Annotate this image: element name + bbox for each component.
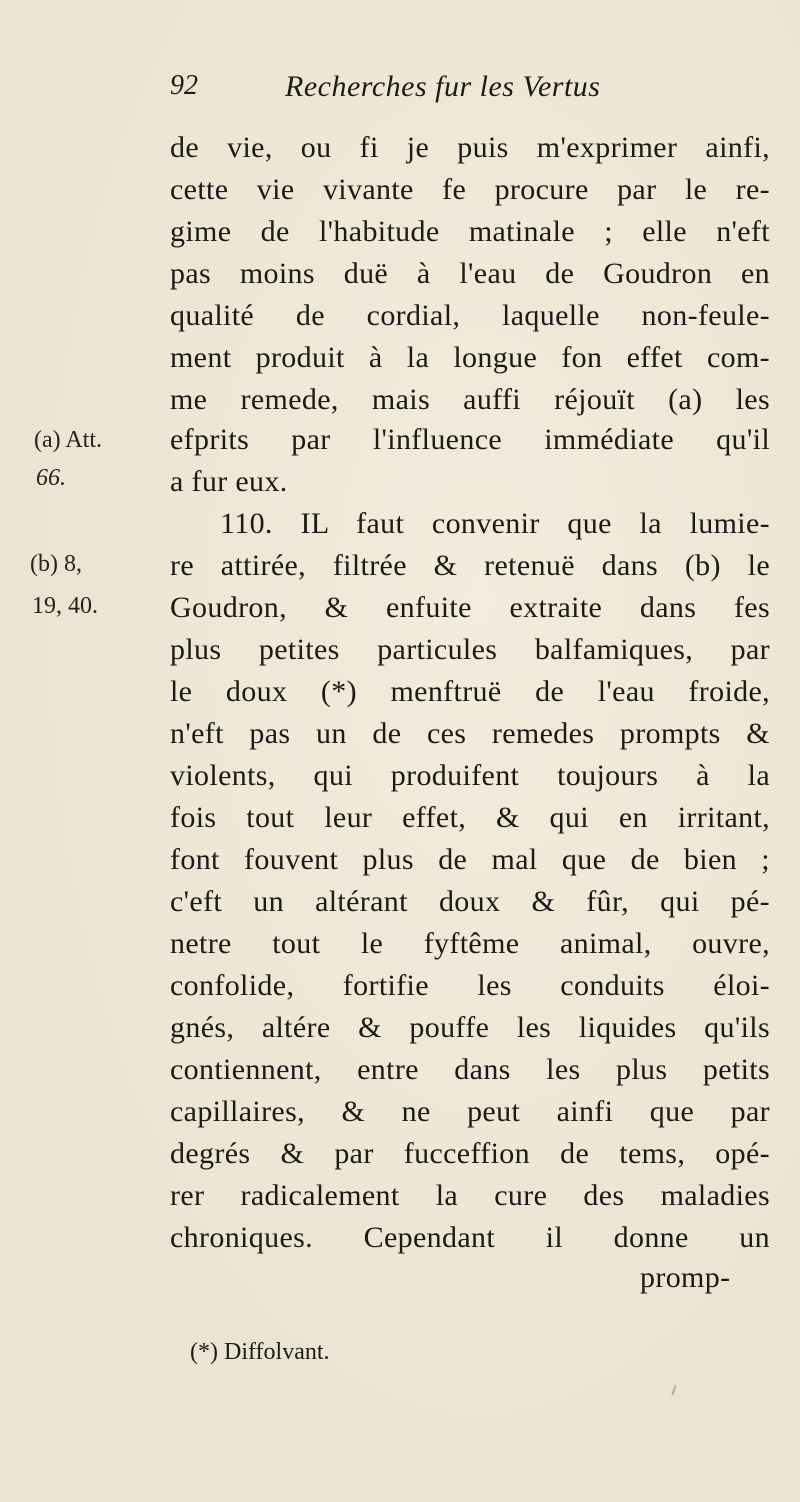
text-line: chroniques. Cependant il donne un <box>170 1221 770 1254</box>
page-header <box>170 70 730 120</box>
text-line: confolide, fortifie les conduits éloi- <box>170 969 770 1002</box>
text-line: ment produit à la longue fon effet com- <box>170 341 770 374</box>
text-line: a fur eux. <box>170 465 288 498</box>
text-line: netre tout le fyftême animal, ouvre, <box>170 927 770 960</box>
margin-note-a: (a) Att. <box>34 427 102 453</box>
text-line: font fouvent plus de mal que de bien ; <box>170 843 770 876</box>
text-line: cette vie vivante fe procure par le re- <box>170 173 770 206</box>
text-line: gime de l'habitude matinale ; elle n'eft <box>170 215 770 248</box>
text-line: contiennent, entre dans les plus petits <box>170 1053 770 1086</box>
text-line: rer radicalement la cure des maladies <box>170 1179 770 1212</box>
margin-note-a-cont: 66. <box>36 465 66 491</box>
ink-mark <box>671 1385 676 1395</box>
paragraph-start-line: 110. IL faut convenir que la lumie- <box>220 507 770 540</box>
text-line: re attirée, filtrée & retenuë dans (b) le <box>170 549 770 582</box>
footnote: (*) Diffolvant. <box>190 1339 330 1365</box>
text-line: qualité de cordial, laquelle non-feule- <box>170 299 770 332</box>
text-line: plus petites particules balfamiques, par <box>170 633 770 666</box>
text-line: pas moins duë à l'eau de Goudron en <box>170 257 770 290</box>
text-line: Goudron, & enfuite extraite dans fes <box>170 591 770 624</box>
text-line: efprits par l'influence immédiate qu'il <box>170 423 770 456</box>
margin-note-b: (b) 8, <box>30 551 82 577</box>
text-line: n'eft pas un de ces remedes prompts & <box>170 717 770 750</box>
catchword: promp- <box>640 1261 731 1294</box>
text-line: fois tout leur effet, & qui en irritant, <box>170 801 770 834</box>
text-line: le doux (*) menftruë de l'eau froide, <box>170 675 770 708</box>
text-line: capillaires, & ne peut ainfi que par <box>170 1095 770 1128</box>
text-line: me remede, mais auffi réjouït (a) les <box>170 383 770 416</box>
running-title: Recherches fur les Vertus <box>285 70 601 103</box>
text-line: c'eft un altérant doux & fûr, qui pé- <box>170 885 770 918</box>
text-line: degrés & par fucceffion de tems, opé- <box>170 1137 770 1170</box>
page-number: 92 <box>170 70 198 101</box>
text-line: de vie, ou fi je puis m'exprimer ainfi, <box>170 131 770 164</box>
text-line: violents, qui produifent toujours à la <box>170 759 770 792</box>
text-line: gnés, altére & pouffe les liquides qu'ils <box>170 1011 770 1044</box>
margin-note-b-cont: 19, 40. <box>32 593 98 619</box>
